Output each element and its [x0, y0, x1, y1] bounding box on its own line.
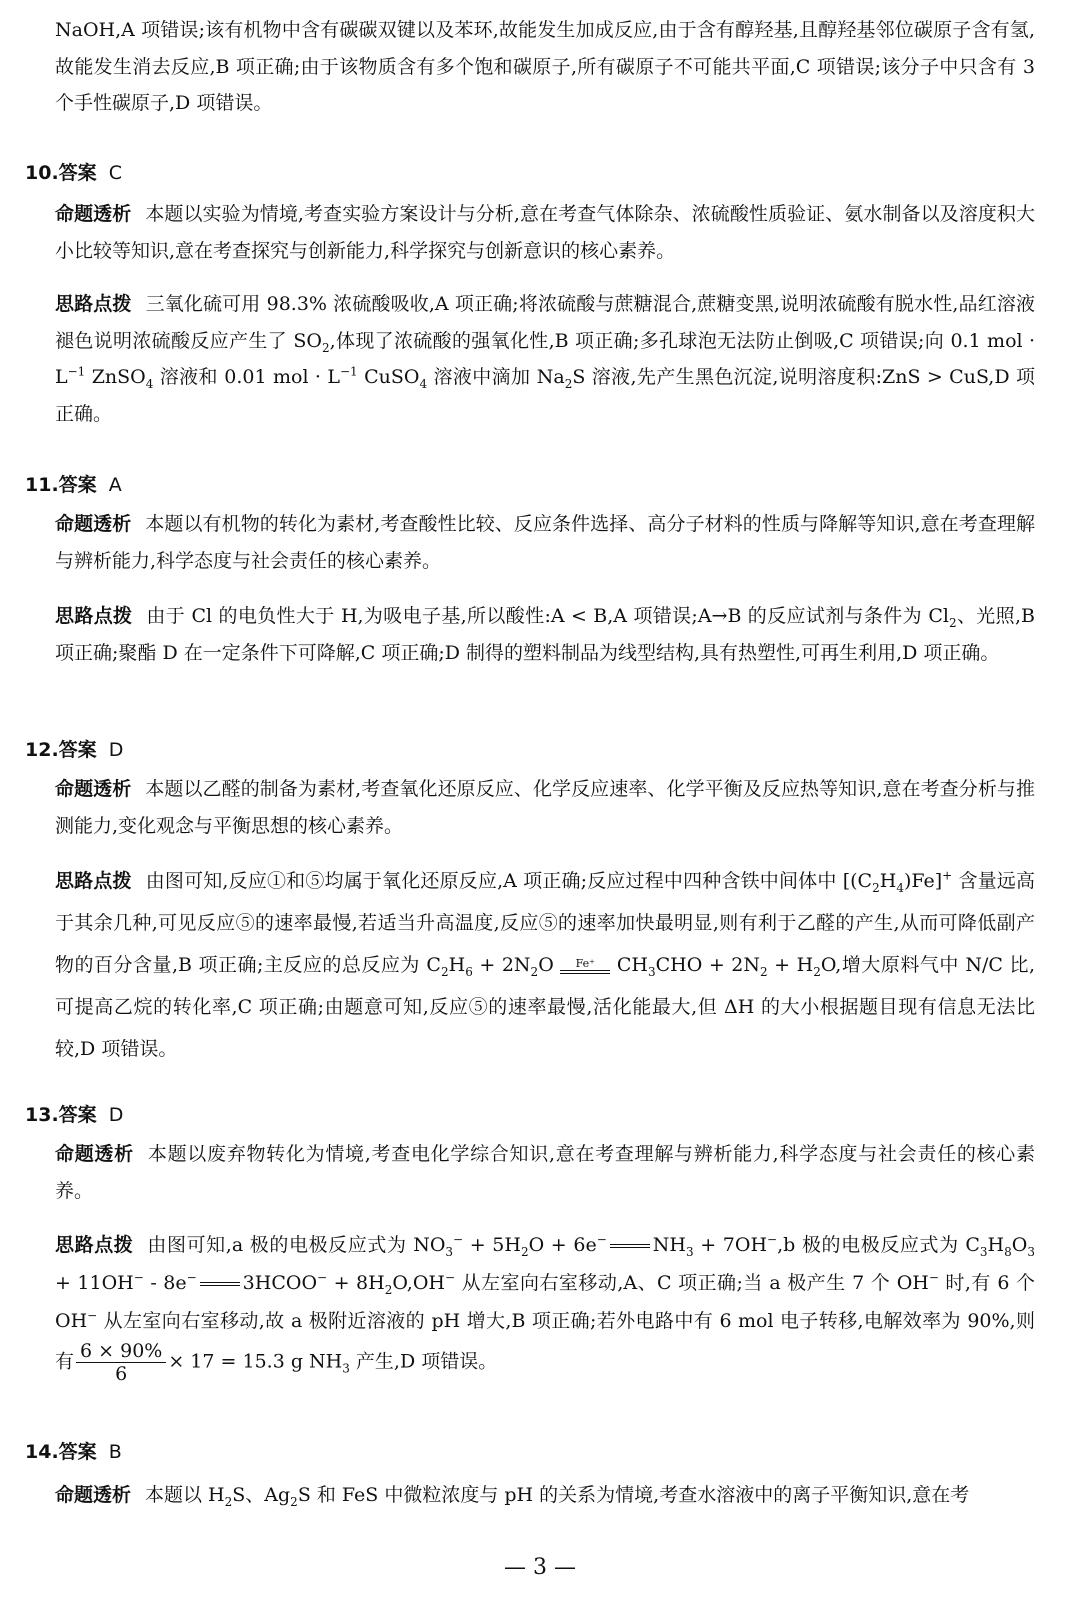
answer-value: D [108, 1104, 124, 1126]
superscript: − [186, 1270, 197, 1285]
hint-text: 从左室向右室移动,故 a 极附近溶液的 pH 增大,B 项正确;若外电路中有 6 mol 电子转移,电解效率为 90%,则有 [55, 1310, 1035, 1373]
question-13-header [25, 1100, 123, 1127]
hint-text: O + 6e [528, 1234, 597, 1256]
subscript: 3 [342, 1361, 350, 1376]
subscript: 3 [647, 964, 656, 979]
subscript: 3 [979, 1244, 988, 1259]
hint-text: 溶液和 0.01 mol · L [153, 366, 340, 388]
subscript: 3 [445, 1244, 454, 1259]
fraction-numerator: 6 × 90% [76, 1340, 166, 1363]
hint-text: CH [616, 954, 648, 976]
question-number: 13. [25, 1104, 59, 1126]
question-14-header [25, 1437, 122, 1464]
answer-label: 答案 [58, 739, 97, 761]
question-13-hint [55, 1226, 1035, 1385]
subscript: 4 [419, 376, 428, 391]
question-12-analysis [55, 771, 1035, 844]
superscript: − [453, 1232, 464, 1247]
hint-text: H [448, 954, 466, 976]
analysis-label: 命题透析 [55, 1484, 132, 1506]
answer-value: D [108, 739, 124, 761]
hint-label: 思路点拨 [55, 605, 133, 627]
analysis-text: 本题以 H [145, 1484, 225, 1506]
analysis-text: S、Ag [232, 1484, 291, 1506]
hint-text: 溶液中滴加 Na [427, 366, 565, 388]
hint-text: - 8e [143, 1272, 187, 1294]
subscript: 2 [384, 1282, 393, 1297]
hint-text: 由图可知,a 极的电极反应式为 NO [147, 1234, 446, 1256]
subscript: 2 [290, 1494, 298, 1509]
hint-text: ,b 极的电极反应式为 C [777, 1234, 980, 1256]
equal-sign [560, 970, 610, 974]
hint-text: + 8H [327, 1272, 385, 1294]
question-12-hint [55, 860, 1035, 1070]
reaction-arrow [560, 958, 610, 974]
hint-text: + 7OH [693, 1234, 768, 1256]
subscript: 3 [1027, 1244, 1035, 1259]
hint-text: × 17 = 15.3 g NH [168, 1350, 343, 1373]
equal-sign [610, 1244, 650, 1248]
hint-text: 从左室向右室移动,A、C 项正确;当 a 极产生 7 个 OH [455, 1272, 929, 1294]
intro-paragraph: NaOH,A 项错误;该有机物中含有碳碳双键以及苯环,故能发生加成反应,由于含有醇羟基,且醇羟基邻位碳原子含有氢,故能发生消去反应,B 项正确;由于该物质含有多个饱和碳原子,所有碳原子不可能共平面,C 项错误;该分子中只含有 3 个手性碳原子,D 项错误。 [55, 19, 1035, 114]
subscript: 2 [520, 1244, 529, 1259]
analysis-text: 本题以实验为情境,考查实验方案设计与分析,意在考查气体除杂、浓硫酸性质验证、氨水制备以及溶度积大小比较等知识,意在考查探究与创新能力,科学探究与创新意识的核心素养。 [55, 203, 1035, 262]
hint-text: )Fe] [903, 870, 943, 892]
hint-text: 、光照,B 项正确;聚酯 D 在一定条件下可降解,C 项正确;D 制得的塑料制品为线型结构,具有热塑性,可再生利用,D 项正确。 [55, 605, 1035, 664]
hint-text: 时,有 6 个 OH [55, 1272, 1035, 1332]
question-11-header [25, 470, 122, 497]
answer-label: 答案 [58, 1104, 97, 1126]
hint-text: H [879, 870, 897, 892]
hint-text: O [538, 954, 554, 976]
question-number: 14. [25, 1441, 59, 1463]
hint-text: ,体现了浓硫酸的强氧化性,B 项正确;多孔球泡无法防止倒吸,C 项错误;向 0.1 mol · L [55, 329, 1035, 388]
subscript: 4 [896, 880, 904, 895]
analysis-text: 本题以废弃物转化为情境,考查电化学综合知识,意在考查理解与辨析能力,科学态度与社会责任的核心素养。 [55, 1143, 1035, 1202]
hint-text: O [1011, 1234, 1028, 1256]
superscript: − [87, 1308, 98, 1323]
analysis-label: 命题透析 [55, 513, 132, 535]
superscript: − [317, 1270, 328, 1285]
hint-text: + H [767, 954, 814, 976]
fraction-denominator: 6 [115, 1363, 128, 1385]
question-number: 11. [25, 474, 59, 496]
subscript: 8 [1004, 1244, 1012, 1259]
answer-label: 答案 [58, 1441, 97, 1463]
subscript: 2 [813, 964, 821, 979]
hint-text: 产生,D 项错误。 [349, 1350, 498, 1373]
analysis-text: 本题以有机物的转化为素材,考查酸性比较、反应条件选择、高分子材料的性质与降解等知识,意在考查理解与辨析能力,科学态度与社会责任的核心素养。 [55, 513, 1035, 572]
subscript: 2 [224, 1494, 233, 1509]
subscript: 3 [685, 1244, 694, 1259]
hint-text: ZnSO [85, 366, 146, 388]
superscript: −1 [67, 364, 86, 379]
subscript: 2 [564, 376, 573, 391]
analysis-text: 本题以乙醛的制备为素材,考查氧化还原反应、化学反应速率、化学平衡及反应热等知识,意在考查分析与推测能力,变化观念与平衡思想的核心素养。 [55, 778, 1035, 837]
hint-label: 思路点拨 [55, 870, 132, 892]
hint-text: + 5H [463, 1234, 521, 1256]
page-number: — 3 — [504, 1555, 576, 1580]
hint-text: 含量远高于其余几种,可见反应⑤的速率最慢,若适当升高温度,反应⑤的速率加快最明显,则有利于乙醛的产生,从而可降低副产物的百分含量,B 项正确;主反应的总反应为 C [55, 870, 1035, 976]
superscript: − [445, 1270, 456, 1285]
superscript: − [928, 1270, 939, 1285]
subscript: 2 [948, 615, 957, 630]
fraction [76, 1340, 166, 1385]
subscript: 4 [145, 376, 154, 391]
question-number: 10. [25, 162, 59, 184]
answer-value: A [108, 474, 122, 496]
superscript: − [133, 1270, 144, 1285]
subscript: 6 [465, 964, 473, 979]
question-11-analysis [55, 506, 1035, 579]
hint-text: CuSO [357, 366, 420, 388]
hint-text: H [987, 1234, 1005, 1256]
question-10-hint [55, 286, 1035, 432]
subscript: 2 [760, 964, 768, 979]
equal-sign [200, 1282, 240, 1286]
superscript: + [942, 868, 953, 883]
subscript: 2 [530, 964, 539, 979]
subscript: 2 [440, 964, 449, 979]
question-10-analysis [55, 196, 1035, 269]
answer-value: B [108, 1441, 122, 1463]
hint-text: CHO + 2N [655, 954, 760, 976]
analysis-text: S 和 FeS 中微粒浓度与 pH 的关系为情境,考查水溶液中的离子平衡知识,意在考 [297, 1484, 970, 1506]
hint-text: O,OH [392, 1272, 445, 1294]
hint-text: 由图可知,反应①和⑤均属于氧化还原反应,A 项正确;反应过程中四种含铁中间体中 [(C [145, 870, 873, 892]
catalyst-label: Fe⁺ [575, 957, 595, 970]
answer-value: C [108, 162, 122, 184]
superscript: −1 [340, 364, 358, 379]
superscript: − [596, 1232, 607, 1247]
hint-text: 3HCOO [242, 1272, 318, 1294]
hint-label: 思路点拨 [55, 1234, 134, 1256]
hint-text: 三氧化硫可用 98.3% 浓硫酸吸收,A 项正确;将浓硫酸与蔗糖混合,蔗糖变黑,说明浓硫酸有脱水性,品红溶液褪色说明浓硫酸反应产生了 SO [55, 293, 1035, 352]
answer-label: 答案 [58, 162, 97, 184]
superscript: − [767, 1232, 778, 1247]
hint-text: + 11OH [55, 1272, 134, 1294]
question-10-header [25, 158, 122, 185]
question-11-hint [55, 598, 1035, 671]
answer-label: 答案 [58, 474, 97, 496]
question-14-analysis [55, 1477, 1035, 1514]
analysis-label: 命题透析 [55, 778, 132, 800]
analysis-label: 命题透析 [55, 203, 132, 225]
hint-label: 思路点拨 [55, 293, 132, 315]
hint-text: O,增大原料气中 N/C 比,可提高乙烷的转化率,C 项正确;由题意可知,反应⑤的速率最慢,活化能最大,但 ΔH 的大小根据题目现有信息无法比较,D 项错误。 [55, 954, 1035, 1060]
subscript: 2 [321, 340, 330, 355]
hint-text: 由于 Cl 的电负性大于 H,为吸电子基,所以酸性:A < B,A 项错误;A→B 的反应试剂与条件为 Cl [146, 605, 949, 627]
question-12-header [25, 735, 123, 762]
hint-text: + 2N [472, 954, 531, 976]
hint-text: S 溶液,先产生黑色沉淀,说明溶度积:ZnS > CuS,D 项正确。 [55, 366, 1035, 425]
hint-text: NH [652, 1234, 686, 1256]
subscript: 2 [872, 880, 880, 895]
analysis-label: 命题透析 [55, 1143, 134, 1165]
question-number: 12. [25, 739, 59, 761]
question-13-analysis [55, 1136, 1035, 1209]
